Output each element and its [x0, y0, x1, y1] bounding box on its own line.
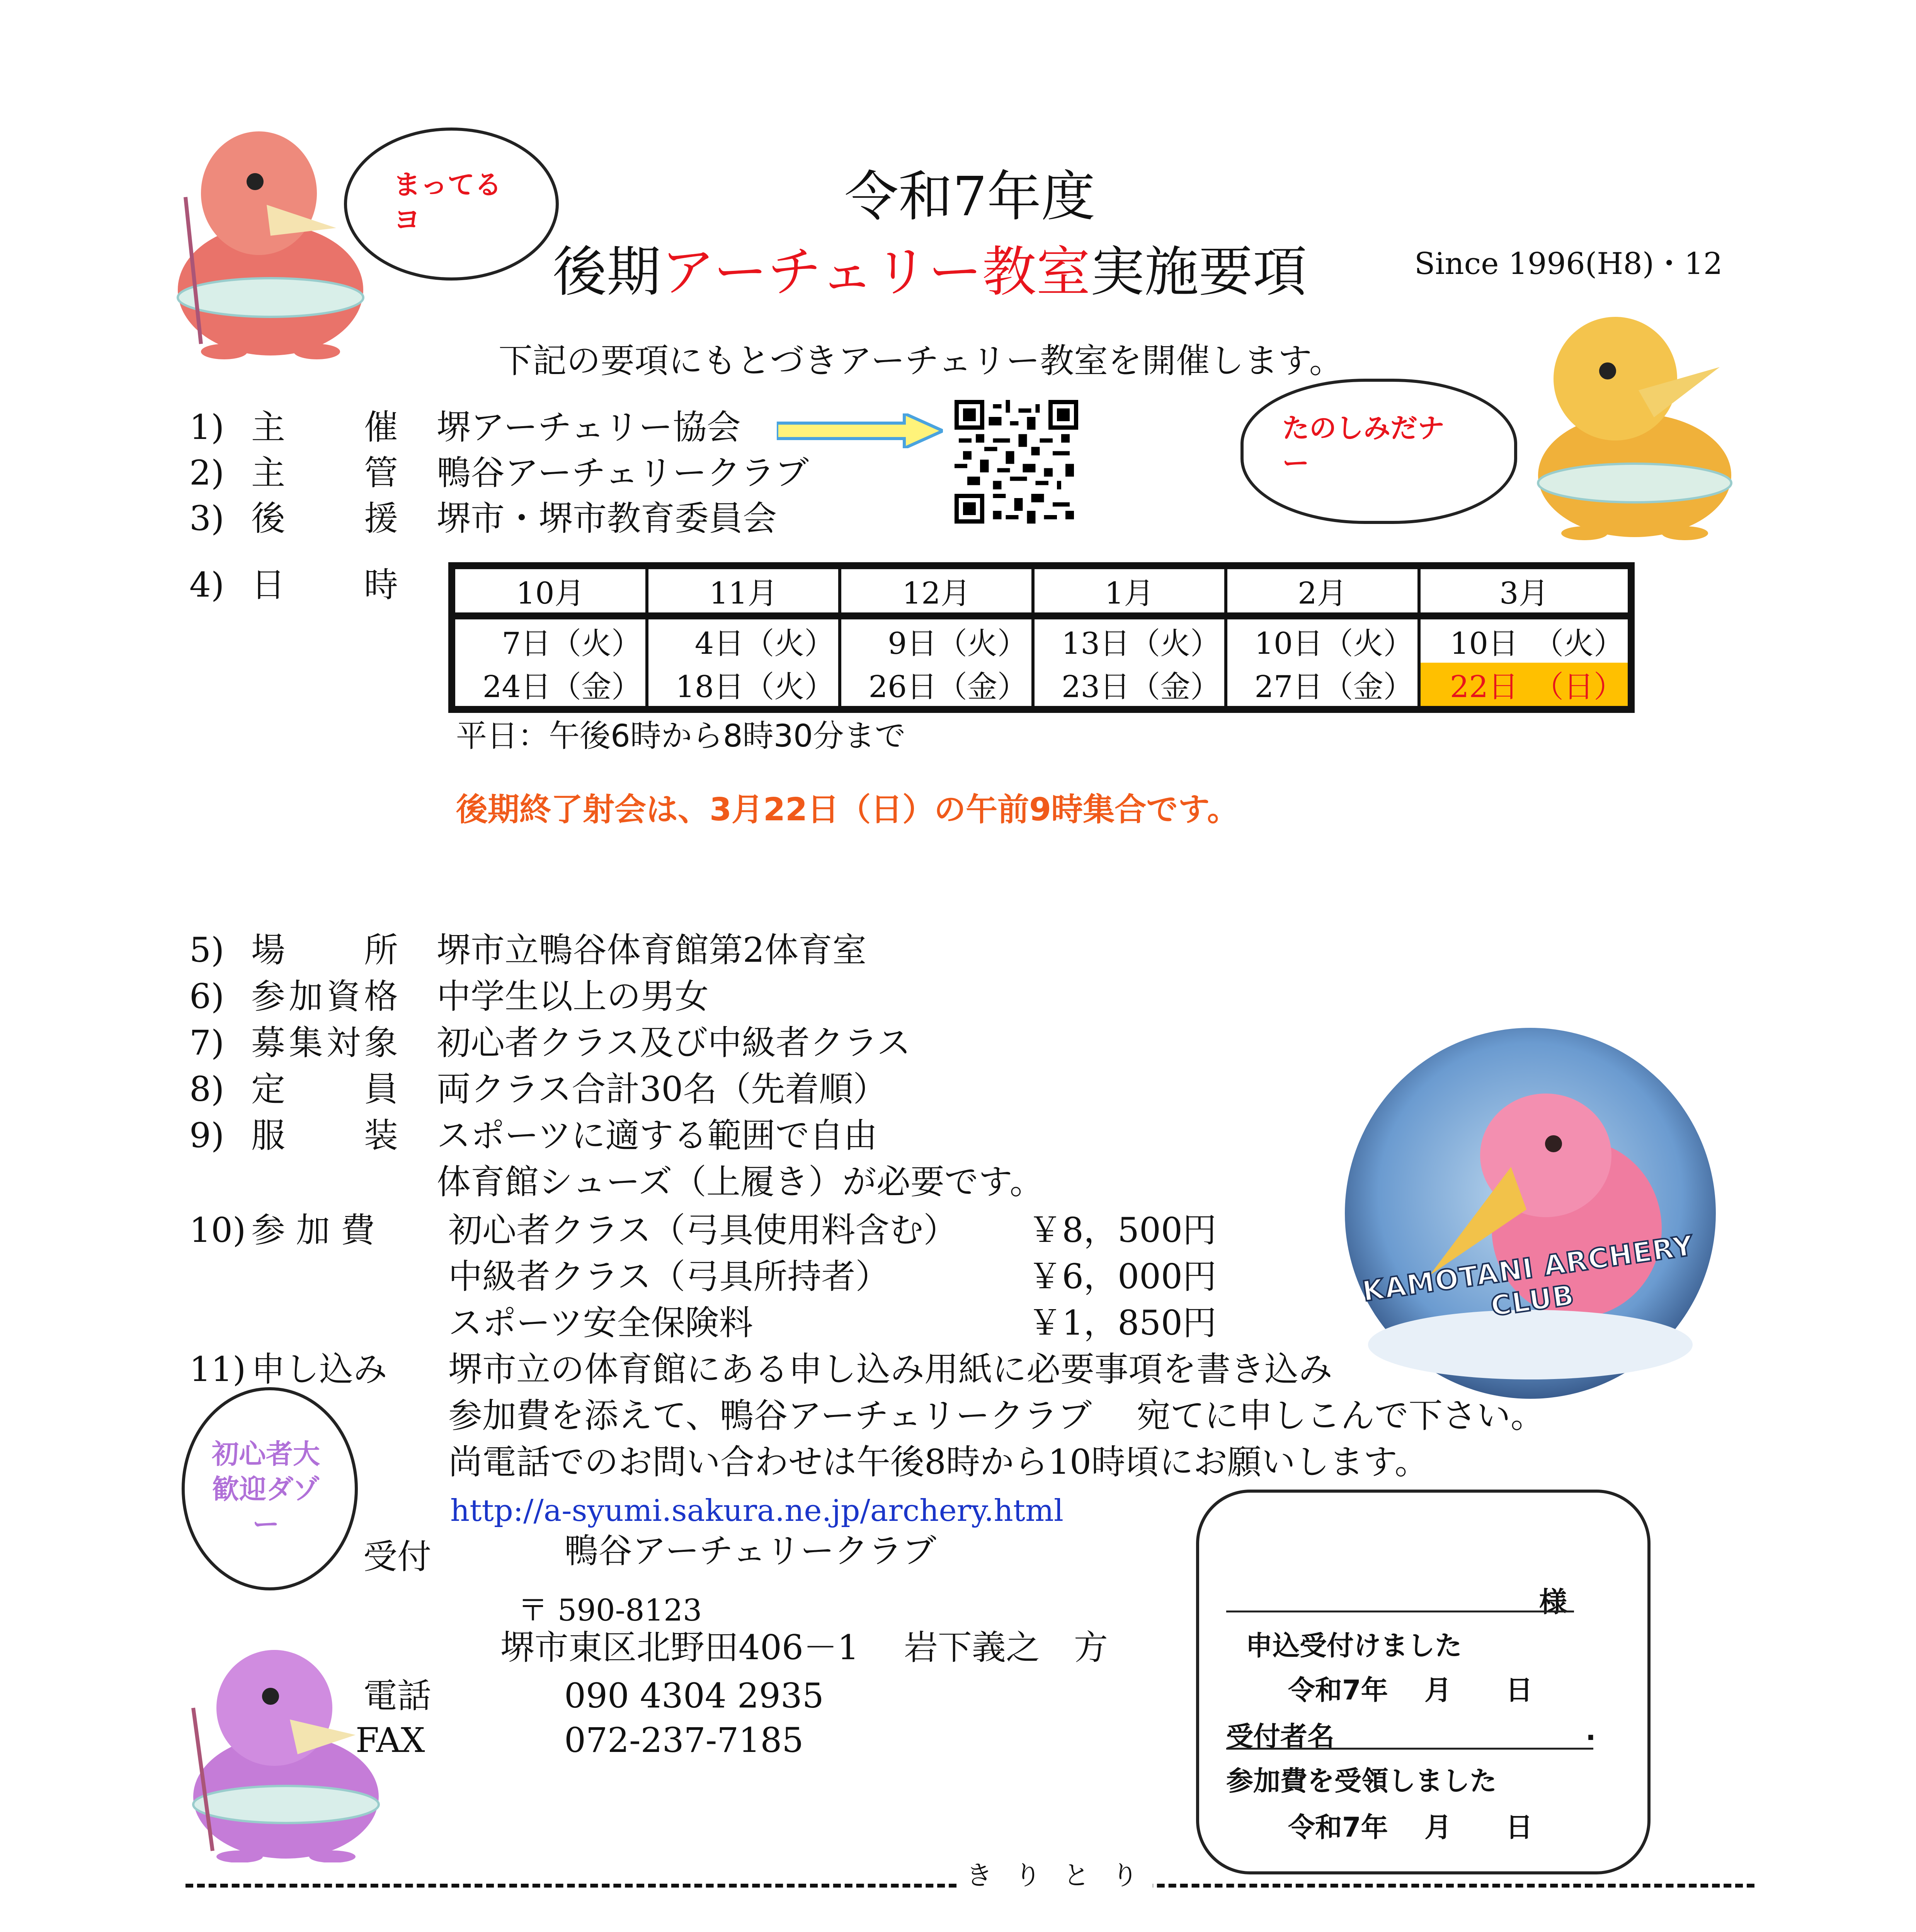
month-header: 12月: [840, 566, 1033, 616]
schedule-date: 27日（金）: [1226, 663, 1419, 709]
item-num: 8): [189, 1069, 225, 1109]
fee-row: スポーツ安全保険料: [448, 1303, 753, 1343]
weekday-time: 平日：午後6時から8時30分まで: [456, 718, 906, 754]
phone-label: 電話: [363, 1676, 432, 1716]
receipt-receiver: 受付者名: [1226, 1721, 1334, 1752]
schedule-date: 13日（火）: [1033, 616, 1226, 663]
month-header: 3月: [1419, 566, 1631, 616]
item-4: [189, 565, 398, 605]
item-7: [189, 1023, 911, 1063]
item-5: [189, 930, 866, 970]
apply-num: 11): [189, 1349, 246, 1389]
receipt-sama: 様: [1539, 1586, 1567, 1618]
fee-price: ￥8，500円: [1028, 1210, 1217, 1250]
item-value: 堺市・堺市教育委員会: [437, 498, 777, 538]
item-9-continued: 体育館シューズ（上履き）が必要です。: [437, 1162, 1044, 1202]
qr-code-icon: [955, 400, 1078, 524]
arrow-icon: [777, 413, 943, 448]
phone-number: 090 4304 2935: [564, 1676, 824, 1716]
title-red: アーチェリー教室: [661, 241, 1091, 304]
speech-bubble-top-left: [344, 128, 559, 281]
reception-label: 受付: [363, 1537, 432, 1577]
item-value: スポーツに適する範囲で自由: [437, 1116, 878, 1155]
month-header: 1月: [1033, 566, 1226, 616]
item-9: [189, 1116, 878, 1155]
receipt-fee-received: 参加費を受領しました: [1226, 1765, 1497, 1797]
mascot-purple-duck: [182, 1642, 383, 1862]
item-1: [189, 407, 741, 447]
schedule-date: 9日（火）: [840, 616, 1033, 663]
item-value: 鴨谷アーチェリークラブ: [437, 453, 809, 493]
item-num: 2): [189, 453, 225, 493]
item-3: [189, 498, 777, 538]
bubble-text-tanoshimi: たのしみだナー: [1282, 412, 1445, 479]
month-header: 10月: [452, 566, 647, 616]
title-line2: [553, 241, 1307, 304]
receipt-date: 令和7年 月 日: [1288, 1674, 1533, 1706]
speech-bubble-bottom-left: [182, 1387, 358, 1590]
month-header: 2月: [1226, 566, 1419, 616]
fee-row: 中級者クラス（弓具所持者）: [448, 1257, 890, 1296]
cut-line-label: き り と り: [958, 1855, 1153, 1892]
title-suffix: 実施要項: [1090, 241, 1307, 304]
speech-bubble-top-right: [1240, 379, 1517, 524]
item-8: [189, 1069, 887, 1109]
intro-text: 下記の要項にもとづきアーチェリー教室を開催します。: [499, 341, 1343, 381]
item-label: 主 催: [251, 407, 398, 447]
item-2: [189, 453, 809, 493]
item-label: 参加資格: [251, 976, 398, 1016]
title-prefix: 後期: [553, 241, 661, 304]
item-num: 6): [189, 976, 225, 1016]
apply-line: 参加費を添えて、鴨谷アーチェリークラブ 宛てに申しこんで下さい。: [448, 1396, 1545, 1435]
apply-line: 堺市立の体育館にある申し込み用紙に必要事項を書き込み: [448, 1349, 1333, 1389]
fee-row: 初心者クラス（弓具使用料含む）: [448, 1210, 958, 1250]
postal-code: 〒 590-8123: [518, 1593, 702, 1628]
fees-num: 10): [189, 1210, 246, 1250]
item-value: 堺アーチェリー協会: [437, 407, 741, 447]
schedule-table: [448, 562, 1635, 713]
item-num: 1): [189, 407, 225, 447]
receipt-date2: 令和7年 月 日: [1288, 1811, 1533, 1843]
item-value: 両クラス合計30名（先着順）: [437, 1069, 887, 1109]
item-num: 4): [189, 565, 225, 605]
item-label: 定 員: [251, 1069, 398, 1109]
item-num: 5): [189, 930, 225, 970]
receipt-receiver-line: [1226, 1748, 1593, 1750]
reception-name: 鴨谷アーチェリークラブ: [564, 1531, 936, 1571]
item-6: [189, 976, 709, 1016]
item-label: 服 装: [251, 1116, 398, 1155]
contact-address: 堺市東区北野田406－1 岩下義之 方: [500, 1628, 1108, 1667]
schedule-date: 10日 （火）: [1419, 616, 1631, 663]
final-notice: 後期終了射会は、3月22日（日）の午前9時集合です。: [456, 791, 1239, 828]
schedule-date: 4日（火）: [647, 616, 840, 663]
title-line1: 令和7年度: [844, 165, 1096, 228]
receipt-receiver-dot: .: [1586, 1715, 1596, 1747]
month-header: 11月: [647, 566, 840, 616]
fees-label: 参 加 費: [251, 1210, 375, 1250]
item-label: 主 管: [251, 453, 398, 493]
receipt-box: [1196, 1490, 1651, 1874]
receipt-received: 申込受付けました: [1246, 1630, 1462, 1662]
schedule-date: 24日（金）: [452, 663, 647, 709]
mascot-yellow-duck: [1526, 301, 1743, 541]
club-url-link[interactable]: http://a-syumi.sakura.ne.jp/archery.html: [450, 1493, 1063, 1528]
item-num: 3): [189, 498, 225, 538]
receipt-name-line: [1226, 1611, 1574, 1612]
apply-label: 申し込み: [251, 1349, 388, 1389]
schedule-date: 7日（火）: [452, 616, 647, 663]
schedule-date-highlight: 22日 （日）: [1419, 663, 1631, 709]
fee-price: ￥1，850円: [1028, 1303, 1217, 1343]
apply-heading: [189, 1349, 388, 1389]
badge-text: KAMOTANI ARCHERY CLUB: [1360, 1229, 1696, 1323]
club-badge: [1345, 1028, 1716, 1399]
schedule-date: 23日（金）: [1033, 663, 1226, 709]
bubble-text-shoshinsha: 初心者大歓迎ダゾー: [212, 1438, 320, 1540]
fees-heading: [189, 1210, 375, 1250]
item-value: 中学生以上の男女: [437, 976, 709, 1016]
fax-number: 072-237-7185: [564, 1720, 804, 1760]
item-value: 初心者クラス及び中級者クラス: [437, 1023, 911, 1063]
item-label: 日 時: [251, 565, 398, 605]
fee-price: ￥6，000円: [1028, 1257, 1217, 1296]
since-label: Since 1996(H8)・12: [1414, 247, 1723, 281]
item-label: 後 援: [251, 498, 398, 538]
item-label: 募集対象: [251, 1023, 398, 1063]
mascot-red-duck: [170, 128, 371, 359]
item-label: 場 所: [251, 930, 398, 970]
schedule-date: 26日（金）: [840, 663, 1033, 709]
bubble-text-matteru: まってるヨ: [393, 169, 502, 236]
item-num: 9): [189, 1116, 225, 1155]
schedule-date: 10日（火）: [1226, 616, 1419, 663]
item-num: 7): [189, 1023, 225, 1063]
schedule-date: 18日（火）: [647, 663, 840, 709]
fax-label: FAX: [356, 1720, 425, 1760]
apply-line: 尚電話でのお問い合わせは午後8時から10時頃にお願いします。: [448, 1442, 1429, 1482]
item-value: 堺市立鴨谷体育館第2体育室: [437, 930, 866, 970]
